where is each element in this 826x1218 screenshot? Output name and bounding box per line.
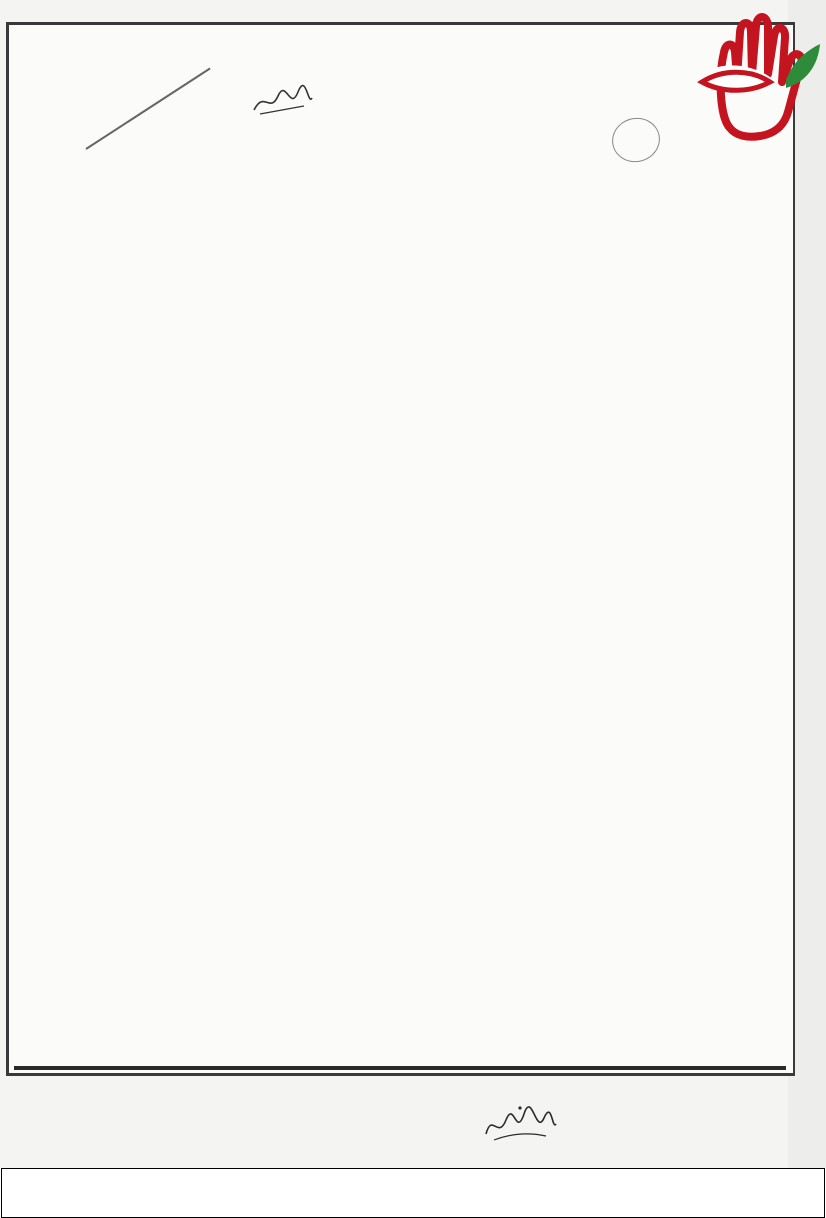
signature-mark-top (250, 84, 314, 120)
martyr-caption (1, 1168, 825, 1218)
document-page (6, 22, 795, 1076)
closing-signature-icon (480, 1100, 560, 1148)
page-edge-shadow (14, 1066, 786, 1070)
archive-logo-icon (690, 8, 824, 178)
